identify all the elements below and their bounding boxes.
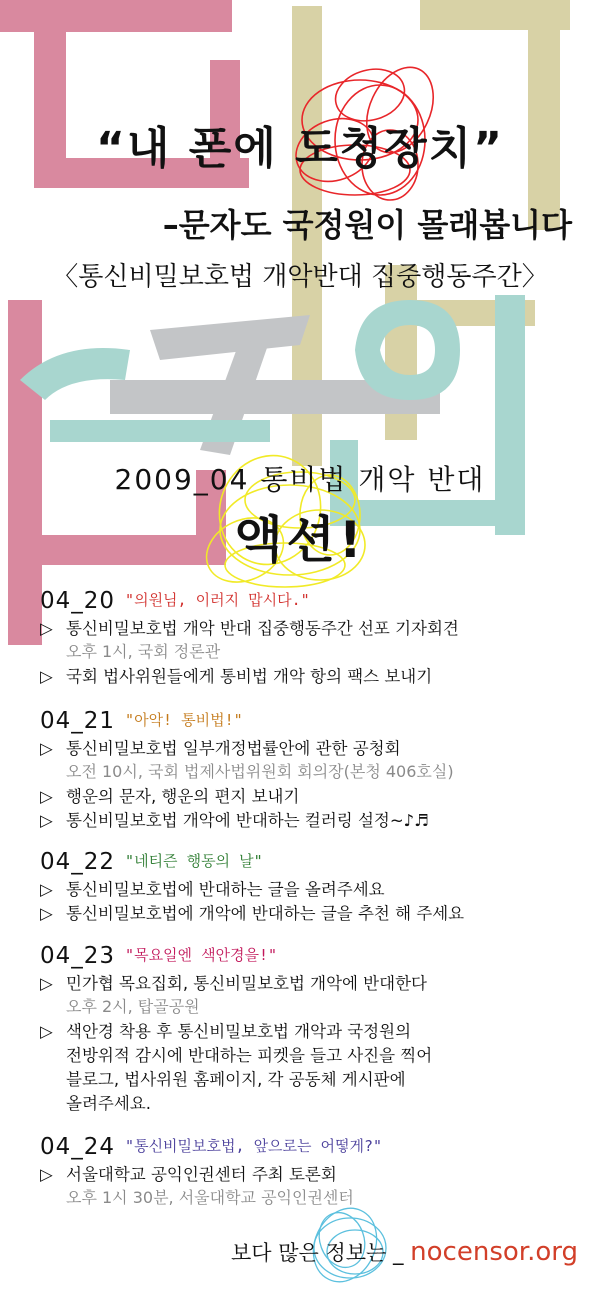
day-0422 [40,849,263,875]
day-slogan: "아악! 통비법!" [125,711,243,729]
schedule-item [40,1018,411,1042]
day-date: 04_22 [40,849,116,875]
item-text: 통신비밀보호법 일부개정법률안에 관한 공청회 [66,739,401,758]
item-text: 통신비밀보호법 개악에 반대하는 컬러링 설정~♪♬ [66,811,429,830]
triangle-bullet-icon: ▷ [40,739,53,758]
day-slogan: "통신비밀보호법, 앞으로는 어떻게?" [125,1137,383,1155]
triangle-bullet-icon: ▷ [40,1022,53,1041]
item-text-continued: 전방위적 감시에 반대하는 피켓을 들고 사진을 찍어 [66,1046,433,1065]
day-0420 [40,588,310,614]
teal-stroke-2 [50,420,270,442]
action-title: 액션! [234,511,366,569]
item-detail: 오전 10시, 국회 법제사법위원회 회의장(본청 406호실) [66,762,454,781]
main-title: “내 폰에 도청장치” [96,123,504,174]
triangle-bullet-icon: ▷ [40,1165,53,1184]
triangle-bullet-icon: ▷ [40,904,53,923]
item-detail: 오후 2시, 탑골공원 [66,997,200,1016]
schedule-item [40,1161,337,1185]
item-text: 서울대학교 공익인권센터 주최 토론회 [66,1165,337,1184]
subtitle: –문자도 국정원이 몰래봅니다 [162,206,572,244]
item-text: 국회 법사위원들에게 통비법 개악 항의 팩스 보내기 [66,667,433,686]
triangle-bullet-icon: ▷ [40,667,53,686]
action-headline: 2009_04 통비법 개악 반대 [114,463,486,496]
schedule-item [40,735,401,759]
schedule-item [40,970,427,994]
schedule-item [40,615,459,639]
day-slogan: "네티즌 행동의 날" [125,852,263,870]
item-text-continued: 블로그, 법사위원 홈페이지, 각 공동체 게시판에 [66,1070,406,1089]
day-0424 [40,1134,382,1160]
schedule-item [40,807,429,831]
schedule-item [40,783,299,807]
triangle-bullet-icon: ▷ [40,787,53,806]
website-link[interactable]: nocensor.org [410,1237,578,1267]
triangle-bullet-icon: ▷ [40,811,53,830]
campaign-title: 〈통신비밀보호법 개악반대 집중행동주간〉 [52,262,548,292]
footer [231,1237,578,1267]
item-detail: 오후 1시 30분, 서울대학교 공익인권센터 [66,1188,354,1207]
item-text: 민가협 목요집회, 통신비밀보호법 개악에 반대한다 [66,974,427,993]
teal-stroke-3 [495,295,525,535]
item-detail: 오후 1시, 국회 정론관 [66,642,221,661]
day-date: 04_20 [40,588,116,614]
gray-stroke-1 [150,315,310,360]
item-text: 통신비밀보호법에 개악에 반대하는 글을 추천 해 주세요 [66,904,465,923]
day-0423 [40,943,277,969]
schedule-item [40,663,432,687]
day-date: 04_23 [40,943,116,969]
triangle-bullet-icon: ▷ [40,880,53,899]
triangle-bullet-icon: ▷ [40,619,53,638]
item-text: 통신비밀보호법에 반대하는 글을 올려주세요 [66,880,385,899]
day-date: 04_24 [40,1134,116,1160]
schedule-item [40,900,464,924]
triangle-bullet-icon: ▷ [40,974,53,993]
day-slogan: "목요일엔 색안경을!" [125,946,278,964]
item-text: 통신비밀보호법 개악 반대 집중행동주간 선포 기자회견 [66,619,459,638]
schedule-item [40,876,385,900]
day-date: 04_21 [40,708,116,734]
day-slogan: "의원님, 이러지 맙시다." [125,591,310,609]
item-text: 색안경 착용 후 통신비밀보호법 개악과 국정원의 [66,1022,412,1041]
item-text: 행운의 문자, 행운의 편지 보내기 [66,787,300,806]
item-text-continued: 올려주세요. [66,1094,151,1113]
footer-label: 보다 많은 정보는 _ [230,1241,404,1265]
day-0421 [40,708,243,734]
